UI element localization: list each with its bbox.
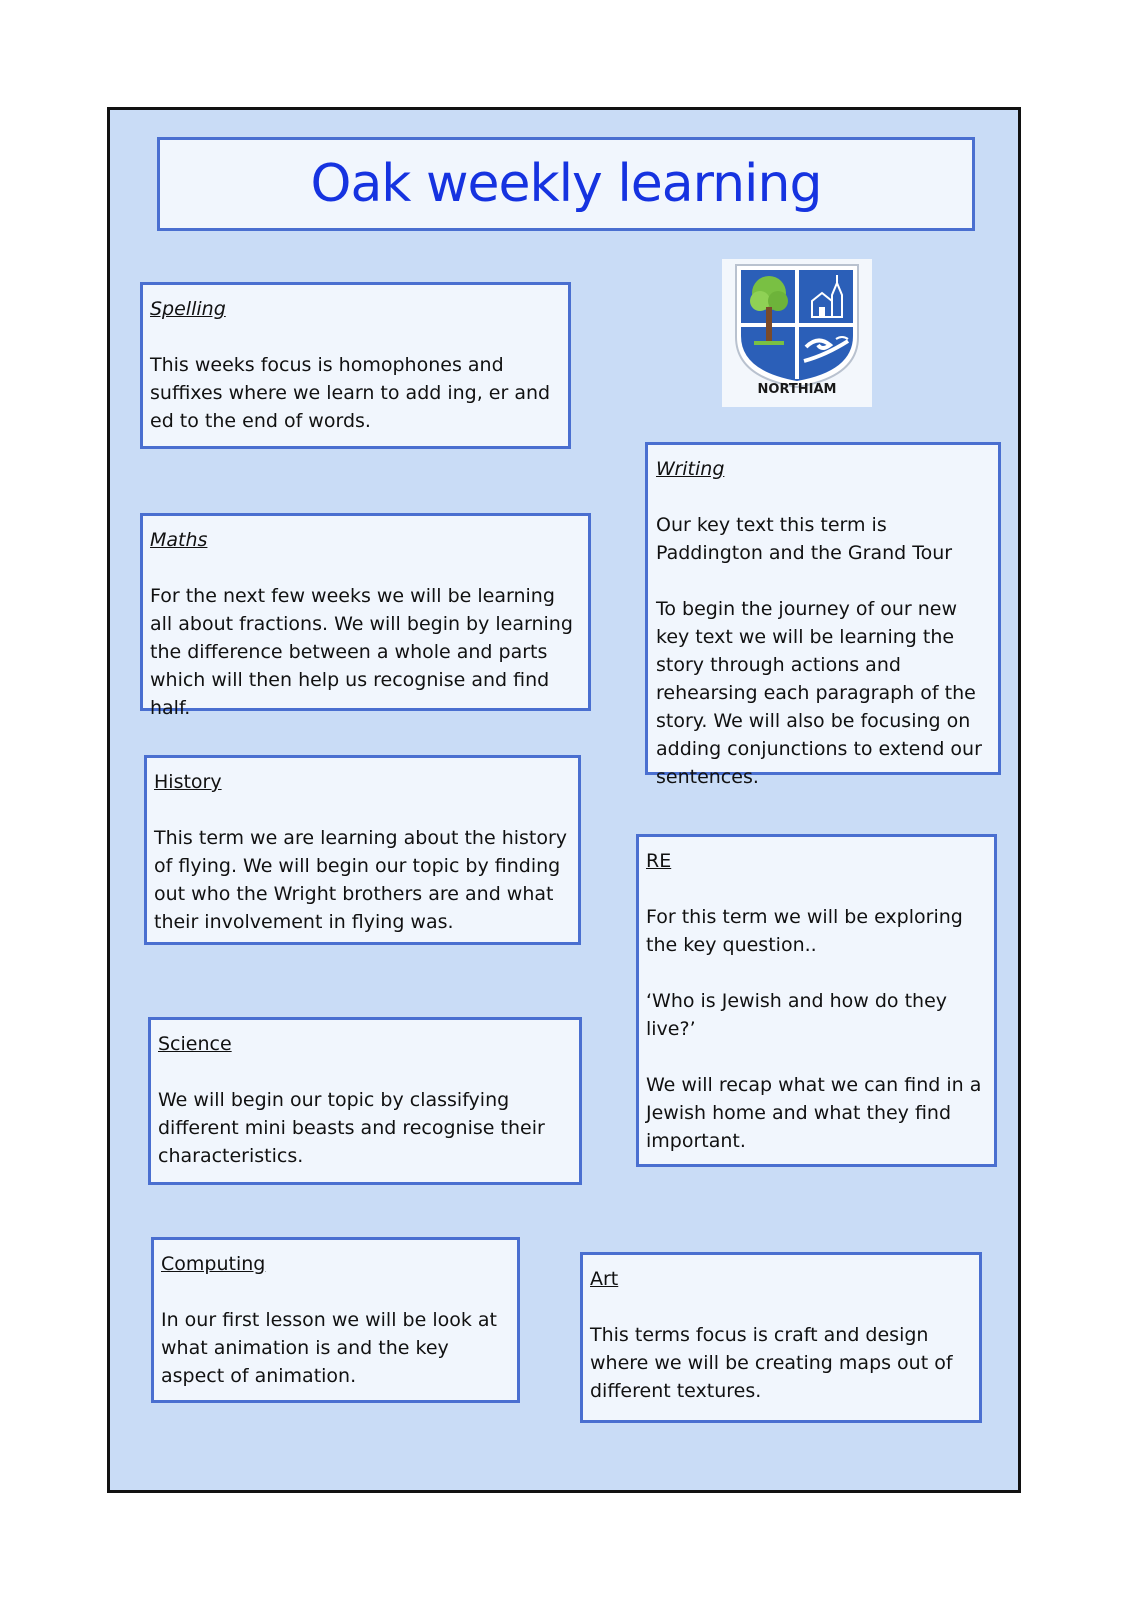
writing-heading: Writing — [656, 458, 725, 480]
maths-heading: Maths — [150, 529, 208, 551]
art-heading: Art — [590, 1268, 619, 1290]
spelling-text: This weeks focus is homophones and suffixes where we learn to add ing, er and ed to the end of words. — [150, 354, 551, 432]
computing-heading: Computing — [161, 1253, 266, 1275]
maths-text: For the next few weeks we will be learning all about fractions. We will begin by learning the difference between a whole and parts which will then help us recognise and find half. — [150, 585, 573, 719]
re-text-3: We will recap what we can find in a Jewish home and what they find important. — [646, 1074, 982, 1152]
computing-box — [151, 1237, 520, 1403]
art-text: This terms focus is craft and design where we will be creating maps out of different textures. — [590, 1324, 953, 1402]
re-text-2: ‘Who is Jewish and how do they live?’ — [646, 990, 948, 1040]
school-crest-logo — [722, 259, 872, 407]
writing-text-1: Our key text this term is Paddington and the Grand Tour — [656, 514, 953, 564]
art-box — [580, 1252, 982, 1423]
science-text: We will begin our topic by classifying different mini beasts and recognise their characteristics. — [158, 1089, 545, 1167]
computing-text: In our first lesson we will be look at what animation is and the key aspect of animation. — [161, 1309, 497, 1387]
crest-label: NORTHIAM — [757, 382, 837, 397]
history-heading: History — [154, 771, 222, 793]
title-box — [157, 137, 975, 231]
science-heading: Science — [158, 1033, 232, 1055]
spelling-box — [140, 282, 571, 449]
re-text-1: For this term we will be exploring the key question.. — [646, 906, 963, 956]
re-heading: RE — [646, 850, 672, 872]
page-title: Oak weekly learning — [310, 154, 822, 214]
maths-box — [140, 513, 591, 719]
re-box — [636, 834, 997, 1167]
crest-icon — [722, 259, 872, 407]
history-text: This term we are learning about the history of flying. We will begin our topic by finding out who the Wright brothers are and what their involvement in flying was. — [154, 827, 568, 933]
spelling-heading: Spelling — [150, 298, 226, 320]
science-box — [148, 1017, 582, 1185]
history-box — [144, 755, 581, 945]
writing-box — [645, 442, 1001, 788]
writing-text-2: To begin the journey of our new key text we will be learning the story through actions and rehearsing each paragraph of the story. We will also be focusing on adding conjunctions to extend our sentences. — [656, 598, 982, 788]
